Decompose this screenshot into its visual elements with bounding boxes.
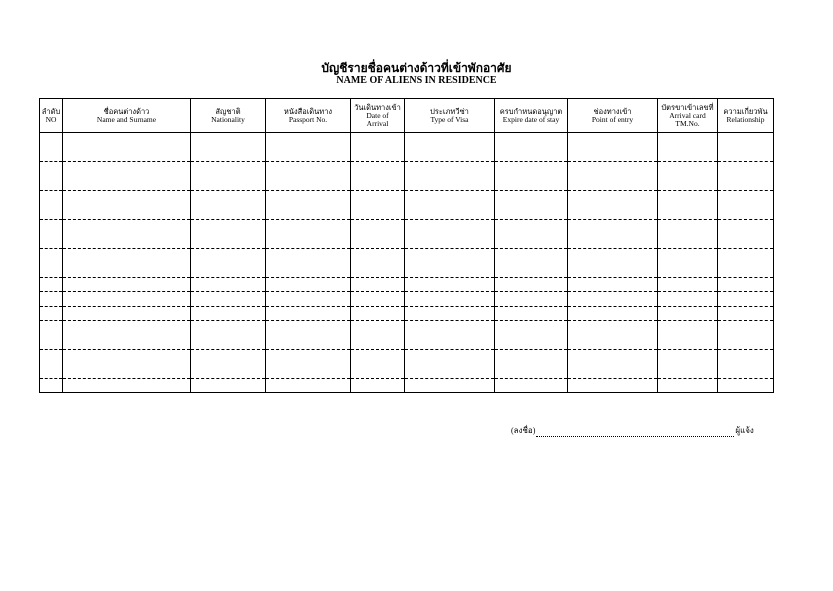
table-row	[40, 220, 774, 249]
table-row	[40, 379, 774, 393]
header-passport: หนังสือเดินทาง Passport No.	[266, 99, 351, 133]
signature-line[interactable]	[536, 428, 734, 437]
table-row	[40, 321, 774, 350]
table-row	[40, 249, 774, 278]
header-nationality: สัญชาติ Nationality	[191, 99, 266, 133]
aliens-register-table	[39, 98, 774, 393]
table-row	[40, 350, 774, 379]
form-title-english: NAME OF ALIENS IN RESIDENCE	[336, 75, 497, 86]
header-relationship: ความเกี่ยวพัน Relationship	[718, 99, 774, 133]
header-visa-type: ประเภทวีซ่า Type of Visa	[405, 99, 495, 133]
table-row	[40, 307, 774, 321]
form-title-thai: บัญชีรายชื่อคนต่างด้าวที่เข้าพักอาศัย	[321, 61, 512, 75]
table-row	[40, 133, 774, 162]
table-row	[40, 278, 774, 292]
header-arrival-date: วันเดินทางเข้า Date of Arrival	[351, 99, 405, 133]
header-point-of-entry: ช่องทางเข้า Point of entry	[568, 99, 658, 133]
header-expire-date: ครบกำหนดอนุญาต Expire date of stay	[495, 99, 568, 133]
header-row	[40, 99, 774, 133]
header-arrival-card: บัตรขาเข้าเลขที่ Arrival card TM.No.	[658, 99, 718, 133]
signature-suffix: ผู้แจ้ง	[735, 426, 754, 435]
table-row	[40, 162, 774, 191]
signature-prefix: (ลงชื่อ)	[511, 426, 536, 435]
header-no: ลำดับ NO	[40, 99, 63, 133]
header-name: ชื่อคนต่างด้าว Name and Surname	[63, 99, 191, 133]
table-row	[40, 292, 774, 307]
table-row	[40, 191, 774, 220]
signature-block	[511, 424, 754, 437]
